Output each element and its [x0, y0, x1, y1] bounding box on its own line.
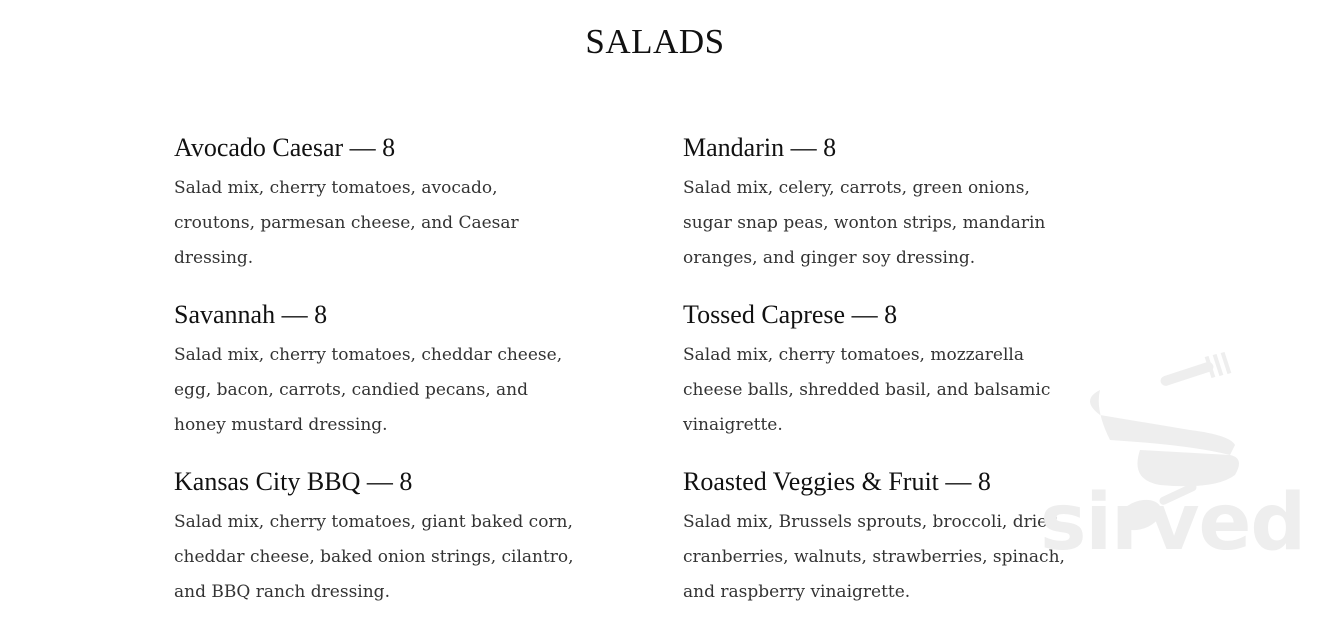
menu-item-description: Salad mix, Brussels sprouts, broccoli, dried cranberries, walnuts, strawberries, spinach, and raspberry vinaigrette. — [683, 512, 1065, 602]
menu-column-right — [683, 130, 1083, 631]
menu-item-name: Savannah — 8 — [174, 300, 328, 329]
section-title: SALADS — [585, 22, 725, 61]
menu-item-name: Mandarin — 8 — [683, 133, 837, 162]
menu-item — [683, 464, 1083, 610]
menu-item — [683, 297, 1083, 443]
menu-item-description: Salad mix, cherry tomatoes, giant baked corn, cheddar cheese, baked onion strings, cilantro, and BBQ ranch dressing. — [174, 512, 574, 602]
menu-item-description: Salad mix, cherry tomatoes, mozzarella cheese balls, shredded basil, and balsamic vinaigrette. — [683, 345, 1051, 435]
menu-item — [174, 130, 574, 276]
menu-item-name: Tossed Caprese — 8 — [683, 300, 898, 329]
menu-item — [174, 297, 574, 443]
menu-item-description: Salad mix, celery, carrots, green onions, sugar snap peas, wonton strips, mandarin oranges, and ginger soy dressing. — [683, 178, 1046, 268]
menu-item-description: Salad mix, cherry tomatoes, cheddar cheese, egg, bacon, carrots, candied pecans, and honey mustard dressing. — [174, 345, 563, 435]
menu-item — [174, 464, 574, 610]
menu-item — [683, 130, 1083, 276]
menu-item-description: Salad mix, cherry tomatoes, avocado, croutons, parmesan cheese, and Caesar dressing. — [174, 178, 519, 268]
menu-item-name: Kansas City BBQ — 8 — [174, 467, 413, 496]
menu-column-left — [174, 130, 574, 631]
menu-item-name: Avocado Caesar — 8 — [174, 133, 396, 162]
menu-item-name: Roasted Veggies & Fruit — 8 — [683, 467, 991, 496]
watermark-text: sirved — [1040, 478, 1306, 568]
